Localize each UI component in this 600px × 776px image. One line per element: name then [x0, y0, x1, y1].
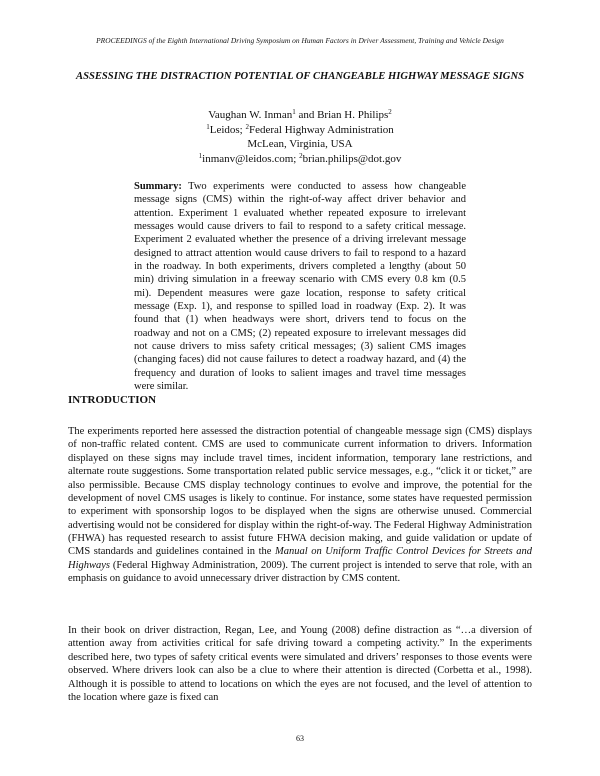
author-names: [100, 108, 500, 123]
affiliation-2-mark: 2: [245, 122, 249, 131]
affiliation-1-mark: 1: [206, 122, 210, 131]
page-number: 63: [296, 734, 304, 743]
affiliations: [100, 123, 500, 138]
affiliation-2: Federal Highway Administration: [248, 123, 394, 136]
running-head: PROCEEDINGS of the Eighth International Driving Symposium on Human Factors in Driver Assessment, Training and Vehicle Design: [96, 36, 504, 45]
author-block: [100, 108, 500, 166]
paragraph-1-text-a: The experiments reported here assessed the distraction potential of changeable message sign (CMS) displays of non-traffic related content. CMS are used to communicate current information to drivers. Information displayed on these signs may include travel times, incident information, temporary lane restrictions, and alternate route suggestions. Some transportation related public service messages, e.g., “click it or ticket,” are also permissible. Because CMS display technology continues to evolve and improve, the potential for the development of novel CMS usages is likely to continue. For instance, some states have requested permission to experiment with sponsorship logos to be displayed when the signs are otherwise unused. Commercial advertising would not be considered for display within the right-of-way. The Federal Highway Administration (FHWA) has requested research to assist future FHWA decision making, and guide validation or update of CMS standards and guidelines contained in the: [68, 426, 532, 558]
emails: [100, 152, 500, 167]
author-1-affiliation-mark: 1: [292, 108, 296, 116]
abstract-label: Summary:: [134, 181, 182, 192]
email-2-mark: 2: [299, 151, 303, 160]
author-2: Brian H. Philips: [317, 109, 389, 121]
email-2: brian.philips@dot.gov: [302, 152, 402, 165]
body-paragraph-2: In their book on driver distraction, Regan, Lee, and Young (2008) define distraction as “…a diversion of attention away from activities critical for safe driving toward a competing activity.” In the experiments described here, two types of safety critical events were simulated and drivers’ responses to those events were observed. Where drivers look can also be a clue to where their attention is directed (Corbetta et al., 1998). Although it is possible to attend to locations on which the eyes are not focused, and the level of attention to the location where gaze is fixed can: [68, 625, 532, 703]
paper-title: ASSESSING THE DISTRACTION POTENTIAL OF CHANGEABLE HIGHWAY MESSAGE SIGNS: [76, 71, 524, 82]
author-2-affiliation-mark: 2: [388, 108, 392, 116]
email-1: inmanv@leidos.com;: [202, 152, 300, 165]
section-heading-introduction: INTRODUCTION: [68, 394, 157, 406]
abstract: [134, 180, 466, 394]
author-conjunction: and: [295, 109, 318, 121]
location: McLean, Virginia, USA: [247, 138, 353, 151]
email-1-mark: 1: [198, 151, 203, 160]
manual-title-italic: Manual on Uniform Traffic Control Devices for Streets and Highways: [68, 546, 532, 571]
affiliation-1: Leidos;: [209, 123, 246, 136]
body-paragraph-1: [68, 425, 532, 586]
abstract-text: Two experiments were conducted to assess how changeable message signs (CMS) within the right-of-way affect driver behavior and attention. Experiment 1 evaluated whether repeated exposure to irrelevant messages would cause drivers to fail to respond to a safety critical message. Experiment 2 evaluated whether the presence of a driving irrelevant message designed to attract attention would cause drivers to fail to respond to a hazard in the roadway. In both experiments, drivers completed a lengthy (about 50 min) driving simulation in a freeway scenario with CMS every 0.8 km (0.5 mi). Dependent measures were gaze location, response to safety critical message (Exp. 1), and response to spilled load in roadway (Exp. 2). It was found that (1) when headways were short, drivers tend to focus on the roadway and not on a CMS; (2) repeated exposure to irrelevant messages did not cause drivers to miss safety critical messages; (3) salient CMS images (changing faces) did not cause failures to detect a roadway hazard, and (4) the frequency and duration of looks to salient images and travel time messages were similar.: [134, 181, 466, 393]
author-1: Vaughan W. Inman: [208, 109, 293, 121]
paragraph-1-text-b: (Federal Highway Administration, 2009). The current project is intended to serve that role, with an emphasis on guidance to avoid unnecessary driver distraction by CMS content.: [68, 559, 532, 585]
